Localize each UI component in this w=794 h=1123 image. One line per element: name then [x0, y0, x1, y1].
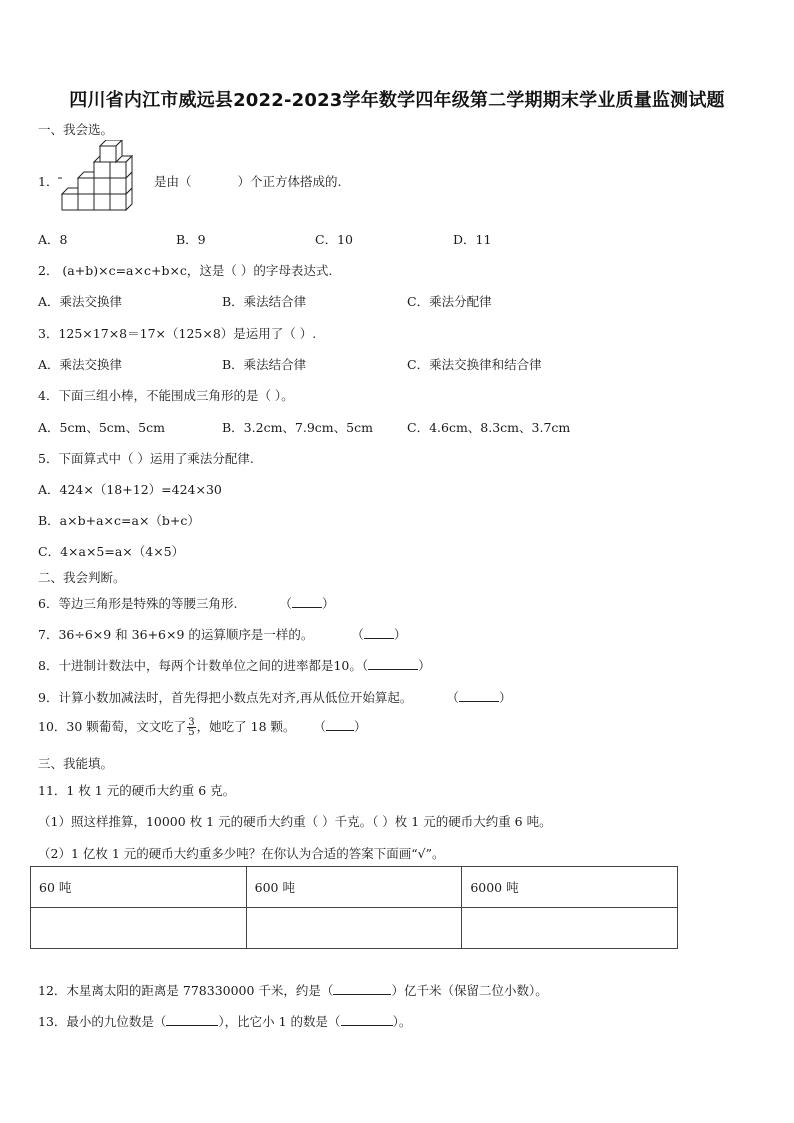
question-10-text-b: ，她吃了 18 颗。 [196, 719, 296, 734]
question-11-part-1: （1）照这样推算，10000 枚 1 元的硬币大约重（ ）千克。（ ）枚 1 元的硬币大约重 6 吨。 [38, 814, 552, 829]
q5-option-b[interactable]: B．a×b+a×c=a×（b+c） [38, 513, 200, 528]
q6-answer-blank[interactable] [292, 596, 322, 608]
answer-cell-60[interactable] [31, 908, 247, 949]
question-1-stem-a: 是由（ [154, 174, 192, 189]
question-6-text: 6．等边三角形是特殊的等腰三角形. [38, 596, 238, 611]
fraction-denominator: 5 [188, 727, 195, 738]
question-12-text-a: 12．木星离太阳的距离是 778330000 千米，约是（ [38, 983, 334, 998]
table-header-cell: 60 吨 [31, 867, 247, 908]
q8-paren-left: （ [361, 658, 369, 673]
q8-answer-blank[interactable] [368, 658, 418, 670]
question-13-text-b: ），比它小 1 的数是（ [218, 1014, 341, 1029]
table-answer-row [31, 908, 678, 949]
q13-answer-blank-1[interactable] [166, 1014, 218, 1026]
q1-option-d[interactable]: D．11 [453, 232, 492, 247]
question-7-text: 7．36÷6×9 和 36+6×9 的运算顺序是一样的。 [38, 627, 314, 642]
q12-answer-blank[interactable] [333, 983, 391, 995]
question-9-text: 9．计算小数加减法时，首先得把小数点先对齐,再从低位开始算起。 [38, 690, 413, 705]
question-4: 4．下面三组小棒，不能围成三角形的是（ ）。 [38, 388, 294, 403]
fraction-numerator: 3 [188, 717, 195, 728]
q9-paren-left: （ [446, 690, 459, 705]
question-1-stem [154, 172, 342, 190]
q1-option-b[interactable]: B．9 [176, 232, 206, 247]
q3-option-a[interactable]: A．乘法交换律 [38, 357, 123, 372]
q4-option-c[interactable]: C．4.6cm、8.3cm、3.7cm [407, 420, 571, 435]
fraction-three-fifths [187, 718, 195, 737]
q10-paren-left: （ [313, 719, 327, 734]
q6-paren-right: ） [321, 596, 335, 611]
question-13-text-a: 13．最小的九位数是（ [38, 1014, 167, 1029]
page-title: 四川省内江市威远县2022-2023学年数学四年级第二学期期末学业质量监测试题 [69, 90, 725, 111]
q7-answer-blank[interactable] [364, 627, 394, 639]
question-10 [38, 717, 367, 737]
question-6 [38, 594, 334, 612]
question-11-part-2: （2）1 亿枚 1 元的硬币大约重多少吨？在你认为合适的答案下面画“√”。 [38, 846, 445, 861]
question-8 [38, 656, 431, 674]
section-heading-fill: 三、我能填。 [38, 756, 114, 771]
q5-option-c[interactable]: C．4×a×5=a×（4×5） [38, 544, 185, 559]
q3-option-c[interactable]: C．乘法交换律和结合律 [407, 357, 542, 372]
question-5: 5．下面算式中（ ）运用了乘法分配律. [38, 451, 254, 466]
q10-paren-right: ） [354, 719, 367, 734]
q13-answer-blank-2[interactable] [341, 1014, 393, 1026]
question-11: 11．1 枚 1 元的硬币大约重 6 克。 [38, 783, 236, 798]
table-header-row [31, 867, 678, 908]
q7-paren-right: ） [393, 627, 407, 642]
q1-option-a[interactable]: A．8 [38, 232, 68, 247]
answer-choice-table [30, 866, 678, 949]
q2-option-b[interactable]: B．乘法结合律 [222, 294, 307, 309]
answer-cell-600[interactable] [246, 908, 462, 949]
question-9 [38, 688, 511, 706]
question-7 [38, 625, 406, 643]
q9-answer-blank[interactable] [459, 690, 499, 702]
question-3: 3．125×17×8＝17×（125×8）是运用了（ ）. [38, 326, 317, 341]
question-12-text-b: ）亿千米（保留二位小数）。 [391, 983, 548, 998]
question-13-text-c: ）。 [392, 1014, 412, 1029]
question-10-text-a: 10．30 颗葡萄，文文吃了 [38, 719, 187, 734]
q1-option-c[interactable]: C．10 [315, 232, 353, 247]
q9-paren-right: ） [498, 690, 512, 705]
question-2: 2． (a+b)×c=a×c+b×c，这是（ ）的字母表达式. [38, 263, 333, 278]
q2-option-a[interactable]: A．乘法交换律 [38, 294, 123, 309]
section-heading-judge: 二、我会判断。 [38, 570, 126, 585]
question-13 [38, 1012, 411, 1030]
question-1-stem-b: ）个正方体搭成的. [237, 174, 342, 189]
q8-paren-right: ） [418, 658, 431, 673]
stacked-cubes-figure [58, 140, 150, 216]
q3-option-b[interactable]: B．乘法结合律 [222, 357, 307, 372]
q7-paren-left: （ [351, 627, 364, 642]
q2-option-c[interactable]: C．乘法分配律 [407, 294, 492, 309]
q5-option-a[interactable]: A．424×（18+12）=424×30 [38, 482, 222, 497]
table-header-cell: 6000 吨 [462, 867, 678, 908]
question-1-number: 1． [38, 174, 59, 189]
q4-option-b[interactable]: B．3.2cm、7.9cm、5cm [222, 420, 373, 435]
question-8-text: 8．十进制计数法中，每两个计数单位之间的进率都是10。 [38, 658, 362, 673]
section-heading-choice: 一、我会选。 [38, 122, 114, 137]
q10-answer-blank[interactable] [326, 719, 354, 731]
table-header-cell: 600 吨 [246, 867, 462, 908]
q6-paren-left: （ [279, 596, 292, 611]
question-12 [38, 981, 548, 999]
answer-cell-6000[interactable] [462, 908, 678, 949]
q4-option-a[interactable]: A．5cm、5cm、5cm [38, 420, 165, 435]
